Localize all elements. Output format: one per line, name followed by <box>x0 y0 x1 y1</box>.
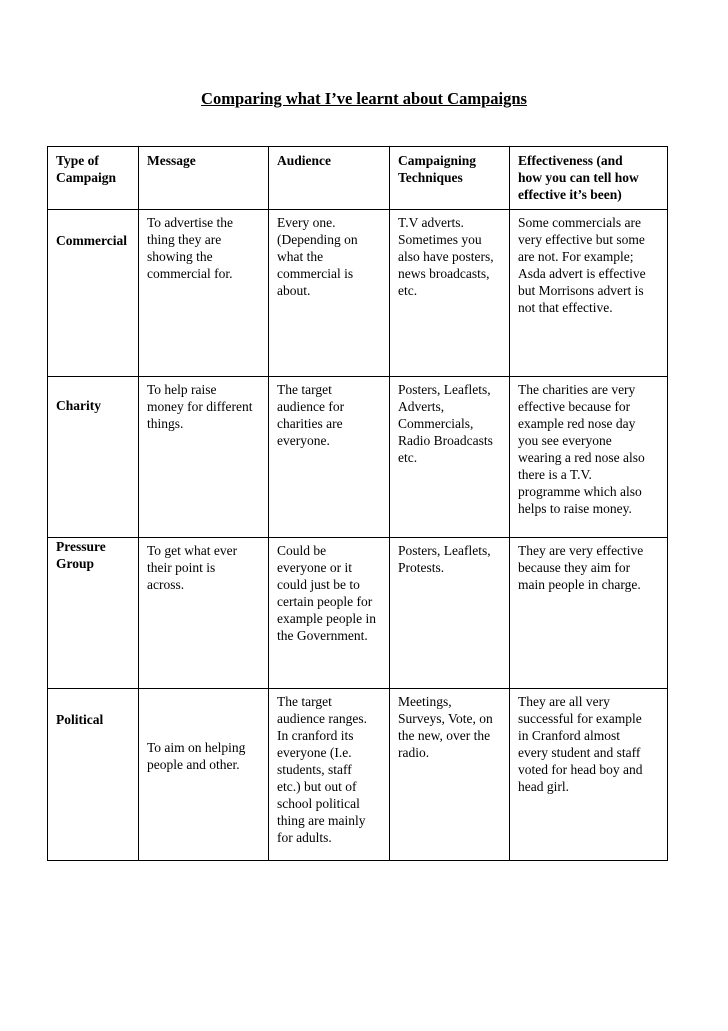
audience-cell: Every one. (Depending on what the commercial is about. <box>269 210 390 377</box>
effectiveness-cell: The charities are very effective because for example red nose day you see everyone wearing a red nose also there is a T.V. programme which also helps to raise money. <box>510 377 668 538</box>
row-type-cell: Charity <box>48 377 139 538</box>
effectiveness-cell: They are very effective because they aim for main people in charge. <box>510 538 668 689</box>
header-audience: Audience <box>269 147 390 210</box>
table-row <box>48 210 668 377</box>
techniques-cell: Posters, Leaflets, Adverts, Commercials, Radio Broadcasts etc. <box>390 377 510 538</box>
row-type-cell: Political <box>48 689 139 861</box>
row-type-cell: Pressure Group <box>48 538 139 689</box>
techniques-cell: Meetings, Surveys, Vote, on the new, over the radio. <box>390 689 510 861</box>
header-message: Message <box>139 147 269 210</box>
message-cell: To aim on helping people and other. <box>139 689 269 861</box>
header-techniques: Campaigning Techniques <box>390 147 510 210</box>
message-cell: To get what ever their point is across. <box>139 538 269 689</box>
table-header-row <box>48 147 668 210</box>
message-cell: To help raise money for different things. <box>139 377 269 538</box>
audience-cell: The target audience for charities are everyone. <box>269 377 390 538</box>
effectiveness-cell: Some commercials are very effective but some are not. For example; Asda advert is effective but Morrisons advert is not that effective. <box>510 210 668 377</box>
techniques-cell: Posters, Leaflets, Protests. <box>390 538 510 689</box>
row-type-cell: Commercial <box>48 210 139 377</box>
table-row <box>48 538 668 689</box>
campaign-comparison-table <box>47 146 668 861</box>
header-type: Type of Campaign <box>48 147 139 210</box>
header-effectiveness: Effectiveness (and how you can tell how effective it’s been) <box>510 147 668 210</box>
techniques-cell: T.V adverts. Sometimes you also have posters, news broadcasts, etc. <box>390 210 510 377</box>
table-row <box>48 377 668 538</box>
page-title: Comparing what I’ve learnt about Campaigns <box>201 89 527 108</box>
message-cell: To advertise the thing they are showing the commercial for. <box>139 210 269 377</box>
table-row <box>48 689 668 861</box>
audience-cell: The target audience ranges. In cranford its everyone (I.e. students, staff etc.) but out of school political thing are mainly for adults. <box>269 689 390 861</box>
effectiveness-cell: They are all very successful for example in Cranford almost every student and staff voted for head boy and head girl. <box>510 689 668 861</box>
audience-cell: Could be everyone or it could just be to certain people for example people in the Government. <box>269 538 390 689</box>
